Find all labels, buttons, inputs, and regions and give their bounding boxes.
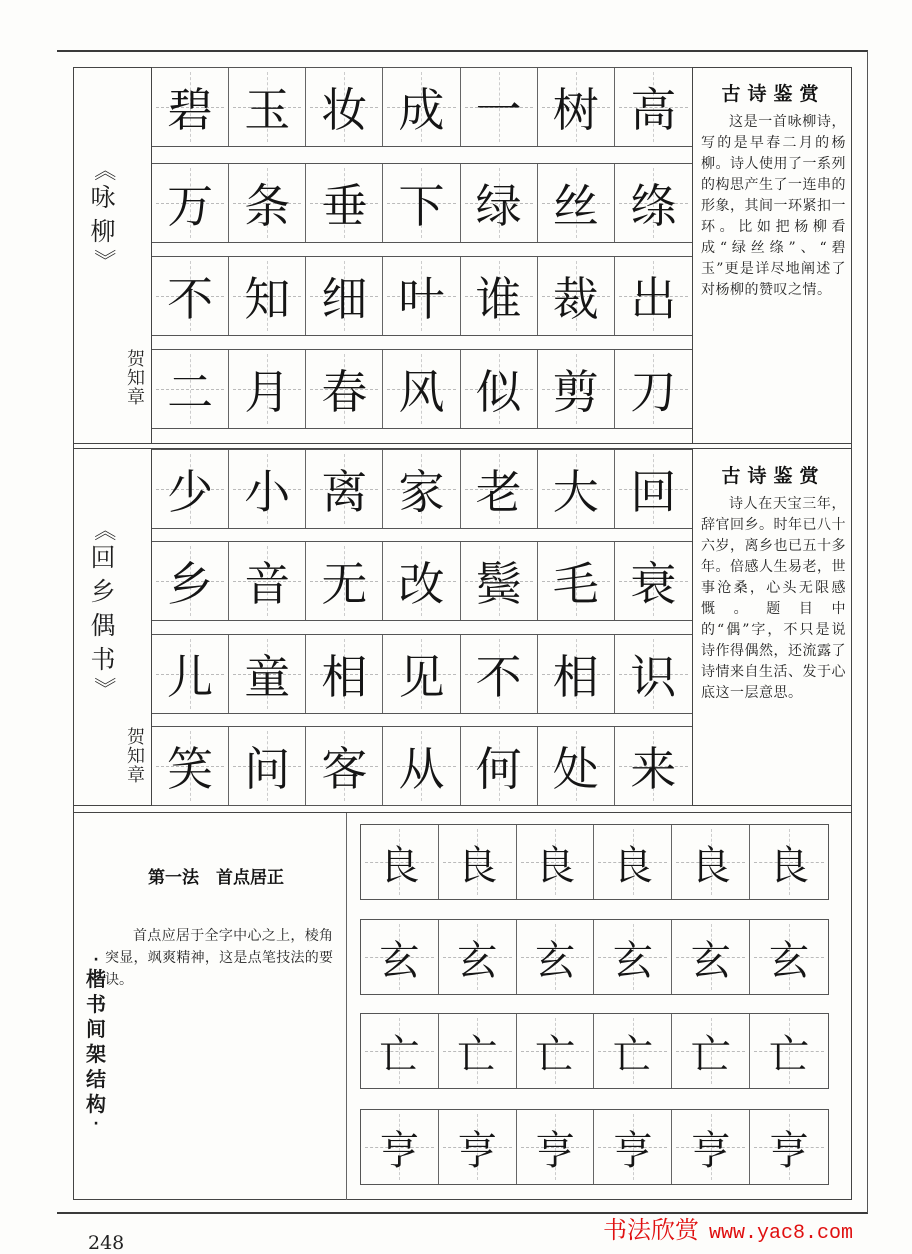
practice-char-cell: 衰 bbox=[615, 542, 692, 620]
poem-title-column bbox=[73, 67, 152, 443]
practice-char-cell: 良 bbox=[594, 825, 672, 899]
poem-line bbox=[152, 256, 692, 336]
appreciation-heading: 古诗鉴赏 bbox=[721, 83, 826, 105]
poem-title-char: 回 bbox=[90, 543, 116, 572]
practice-char-cell: 玉 bbox=[229, 68, 306, 146]
poem-title-column bbox=[73, 449, 152, 805]
poem-title bbox=[83, 159, 123, 271]
page-number: 248 bbox=[88, 1232, 125, 1254]
appreciation-text: 这是一首咏柳诗，写的是早春二月的杨柳。诗人使用了一系列的构思产生了一连串的形象，其间一环紧扣一环。比如把杨柳看成“绿丝绦”、“碧玉”更是详尽地阐述了对杨柳的赞叹之情。 bbox=[701, 114, 846, 298]
poem-line bbox=[152, 634, 692, 714]
poem-line bbox=[152, 449, 692, 529]
poem-line bbox=[152, 726, 692, 806]
practice-char-cell: 细 bbox=[306, 257, 383, 335]
practice-row bbox=[360, 1109, 829, 1185]
practice-char-cell: 改 bbox=[383, 542, 460, 620]
practice-row bbox=[360, 919, 829, 995]
practice-char-cell: 碧 bbox=[152, 68, 229, 146]
practice-char-cell: 相 bbox=[306, 635, 383, 713]
practice-char-cell: 月 bbox=[229, 350, 306, 428]
poem-title-char: 柳 bbox=[90, 217, 116, 246]
practice-char-cell: 万 bbox=[152, 164, 229, 242]
practice-char-cell: 亡 bbox=[672, 1014, 750, 1088]
poem-line bbox=[152, 541, 692, 621]
open-title-bracket: 《 bbox=[90, 518, 116, 542]
practice-char-cell: 良 bbox=[672, 825, 750, 899]
close-title-bracket: 》 bbox=[90, 676, 116, 700]
poem-appreciation-panel bbox=[692, 67, 852, 443]
practice-char-cell: 玄 bbox=[594, 920, 672, 994]
practice-char-cell: 玄 bbox=[439, 920, 517, 994]
poem-title-char: 偶 bbox=[90, 611, 116, 640]
practice-char-cell: 出 bbox=[615, 257, 692, 335]
method-description: 首点应居于全字中心之上，棱角突显，飒爽精神，这是点笔技法的要诀。 bbox=[105, 928, 333, 988]
poem-author: 贺知章 bbox=[124, 349, 145, 406]
practice-char-cell: 谁 bbox=[461, 257, 538, 335]
practice-char-cell: 亨 bbox=[750, 1110, 828, 1184]
poem-title-char: 咏 bbox=[90, 183, 116, 212]
practice-char-cell: 玄 bbox=[750, 920, 828, 994]
practice-char-cell: 音 bbox=[229, 542, 306, 620]
practice-char-cell: 垂 bbox=[306, 164, 383, 242]
practice-char-cell: 识 bbox=[615, 635, 692, 713]
practice-char-cell: 问 bbox=[229, 727, 306, 805]
watermark bbox=[603, 1210, 853, 1245]
watermark-text: 书法欣赏 bbox=[603, 1216, 699, 1244]
practice-char-cell: 处 bbox=[538, 727, 615, 805]
poem-section-yongliu bbox=[73, 67, 852, 444]
practice-char-cell: 亨 bbox=[517, 1110, 595, 1184]
practice-char-cell: 何 bbox=[461, 727, 538, 805]
practice-char-cell: 剪 bbox=[538, 350, 615, 428]
close-title-bracket: 》 bbox=[90, 248, 116, 272]
poem-title-char: 乡 bbox=[90, 577, 116, 606]
practice-row bbox=[360, 1013, 829, 1089]
poem-line bbox=[152, 163, 692, 243]
poem-author: 贺知章 bbox=[124, 727, 145, 784]
practice-char-cell: 亨 bbox=[361, 1110, 439, 1184]
practice-char-cell: 玄 bbox=[672, 920, 750, 994]
practice-char-cell: 亡 bbox=[517, 1014, 595, 1088]
practice-char-cell: 亡 bbox=[439, 1014, 517, 1088]
practice-char-cell: 不 bbox=[152, 257, 229, 335]
practice-char-cell: 小 bbox=[229, 450, 306, 528]
practice-char-cell: 来 bbox=[615, 727, 692, 805]
practice-char-cell: 亨 bbox=[672, 1110, 750, 1184]
practice-char-cell: 下 bbox=[383, 164, 460, 242]
practice-char-cell: 妆 bbox=[306, 68, 383, 146]
practice-row bbox=[360, 824, 829, 900]
structure-method-section bbox=[73, 812, 852, 1200]
practice-char-cell: 刀 bbox=[615, 350, 692, 428]
watermark-url: www.yac8.com bbox=[709, 1222, 854, 1245]
practice-char-cell: 条 bbox=[229, 164, 306, 242]
practice-char-cell: 良 bbox=[517, 825, 595, 899]
practice-char-cell: 大 bbox=[538, 450, 615, 528]
practice-char-cell: 儿 bbox=[152, 635, 229, 713]
practice-char-cell: 客 bbox=[306, 727, 383, 805]
practice-char-cell: 童 bbox=[229, 635, 306, 713]
practice-char-cell: 春 bbox=[306, 350, 383, 428]
practice-char-cell: 绦 bbox=[615, 164, 692, 242]
practice-char-cell: 似 bbox=[461, 350, 538, 428]
practice-char-cell: 鬓 bbox=[461, 542, 538, 620]
practice-char-cell: 叶 bbox=[383, 257, 460, 335]
practice-char-cell: 裁 bbox=[538, 257, 615, 335]
practice-char-cell: 乡 bbox=[152, 542, 229, 620]
appreciation-heading: 古诗鉴赏 bbox=[721, 465, 826, 487]
practice-char-cell: 亨 bbox=[439, 1110, 517, 1184]
practice-char-cell: 毛 bbox=[538, 542, 615, 620]
practice-char-cell: 亡 bbox=[361, 1014, 439, 1088]
practice-char-cell: 亡 bbox=[594, 1014, 672, 1088]
practice-char-cell: 绿 bbox=[461, 164, 538, 242]
open-title-bracket: 《 bbox=[90, 158, 116, 182]
practice-char-cell: 无 bbox=[306, 542, 383, 620]
practice-char-cell: 从 bbox=[383, 727, 460, 805]
practice-char-cell: 老 bbox=[461, 450, 538, 528]
practice-char-cell: 良 bbox=[361, 825, 439, 899]
method-explanation-panel bbox=[73, 813, 347, 1200]
poem-title-char: 书 bbox=[90, 645, 116, 674]
practice-char-cell: 成 bbox=[383, 68, 460, 146]
practice-char-cell: 高 bbox=[615, 68, 692, 146]
appreciation-text: 诗人在天宝三年，辞官回乡。时年已八十六岁，离乡也已五十多年。倍感人生易老，世事沧桑，心头无限感慨。题目中的“偶”字，不只是说诗作得偶然，还流露了诗情来自生活、发于心底这一层意思。 bbox=[701, 496, 846, 701]
practice-char-cell: 知 bbox=[229, 257, 306, 335]
practice-char-cell: 离 bbox=[306, 450, 383, 528]
method-title: 第一法 首点居正 bbox=[148, 868, 284, 888]
practice-char-cell: 少 bbox=[152, 450, 229, 528]
practice-char-cell: 亡 bbox=[750, 1014, 828, 1088]
practice-char-cell: 二 bbox=[152, 350, 229, 428]
practice-char-cell: 一 bbox=[461, 68, 538, 146]
poem-appreciation-panel bbox=[692, 449, 852, 805]
poem-section-huixiangoushu bbox=[73, 448, 852, 806]
practice-char-cell: 树 bbox=[538, 68, 615, 146]
practice-char-cell: 玄 bbox=[361, 920, 439, 994]
practice-char-cell: 回 bbox=[615, 450, 692, 528]
practice-char-cell: 亨 bbox=[594, 1110, 672, 1184]
practice-char-cell: 不 bbox=[461, 635, 538, 713]
poem-line bbox=[152, 67, 692, 147]
practice-char-cell: 见 bbox=[383, 635, 460, 713]
practice-char-cell: 风 bbox=[383, 350, 460, 428]
series-label: · 楷 书 间 架 结 构 · bbox=[86, 952, 106, 1132]
practice-char-cell: 玄 bbox=[517, 920, 595, 994]
practice-char-cell: 丝 bbox=[538, 164, 615, 242]
poem-line bbox=[152, 349, 692, 429]
practice-char-cell: 相 bbox=[538, 635, 615, 713]
practice-char-cell: 良 bbox=[750, 825, 828, 899]
poem-title bbox=[83, 519, 123, 699]
practice-char-cell: 家 bbox=[383, 450, 460, 528]
practice-char-cell: 良 bbox=[439, 825, 517, 899]
practice-char-cell: 笑 bbox=[152, 727, 229, 805]
